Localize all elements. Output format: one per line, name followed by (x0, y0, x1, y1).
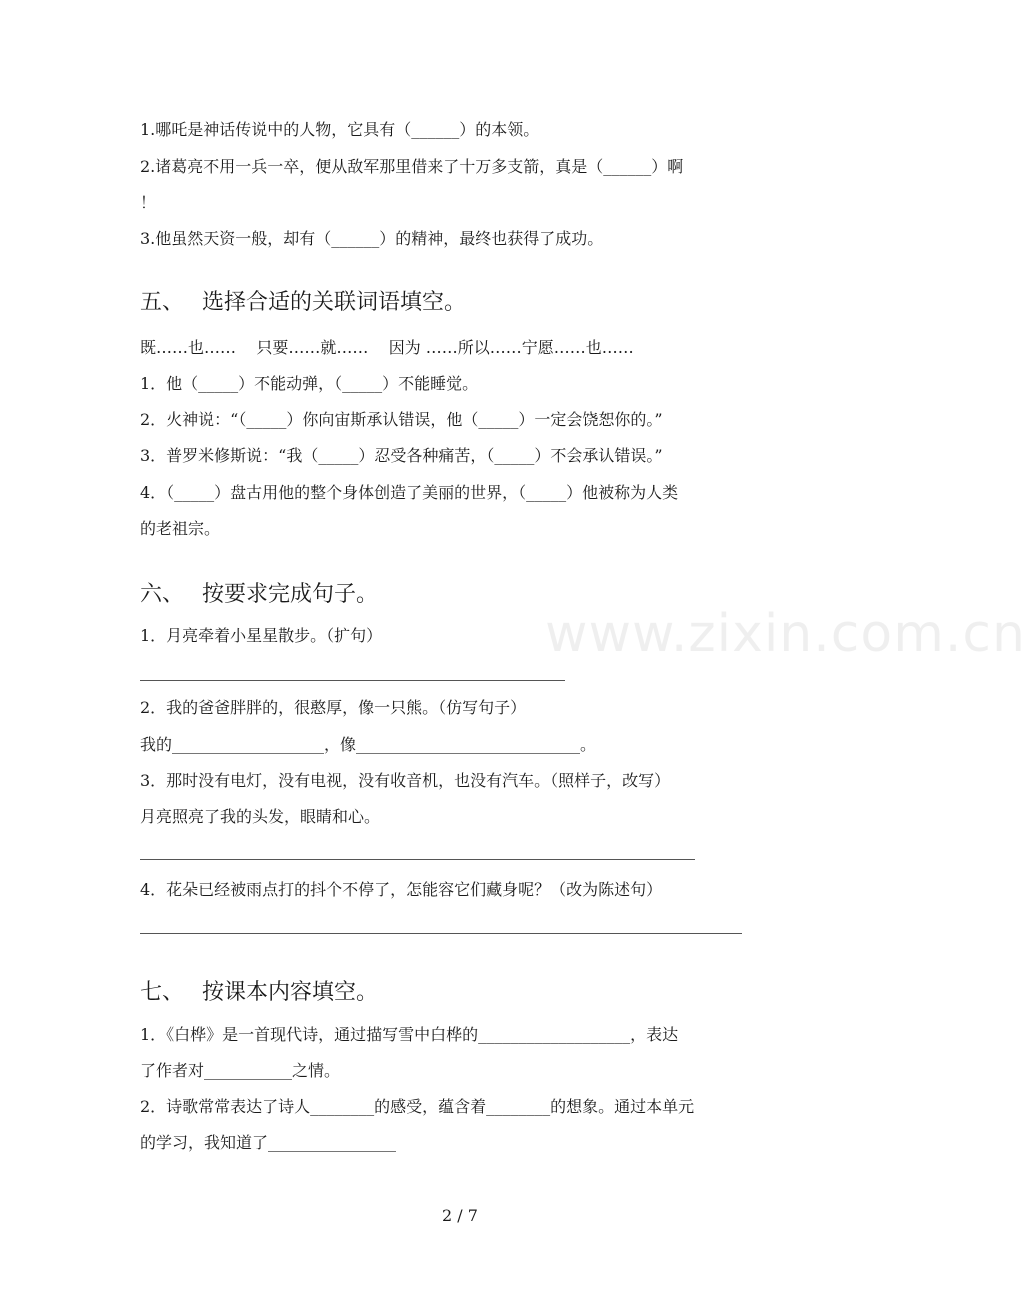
question-line: 3．那时没有电灯，没有电视，没有收音机，也没有汽车。（照样子，改写） (140, 771, 671, 790)
section-number: 七、 (140, 980, 185, 1005)
question-line: 2．我的爸爸胖胖的，很憨厚，像一只熊。（仿写句子） (140, 698, 527, 717)
question-line-continuation: 了作者对___________之情。 (140, 1061, 341, 1080)
section-title: 选择合适的关联词语填空。 (202, 290, 467, 315)
question-line: 2．诗歌常常表达了诗人________的感受，蕴含着________的想象。通过本单元 (140, 1097, 695, 1116)
section-heading-6 (140, 580, 378, 610)
section-title: 按课本内容填空。 (202, 980, 379, 1005)
section-title: 按要求完成句子。 (202, 582, 379, 607)
question-line: 1.哪吒是神话传说中的人物，它具有（______）的本领。 (140, 120, 540, 139)
watermark: www.zixin.com.cn (545, 604, 1026, 664)
question-line-continuation: 的学习，我知道了________________ (140, 1133, 397, 1152)
answer-line (140, 859, 695, 860)
fill-in-line: 我的___________________，像____________________________。 (140, 735, 597, 754)
question-line: 4．花朵已经被雨点打的抖个不停了，怎能容它们藏身呢？（改为陈述句） (140, 880, 663, 899)
question-line-continuation: 的老祖宗。 (140, 519, 221, 538)
question-line: 1．他（_____）不能动弹，（_____）不能睡觉。 (140, 374, 479, 393)
question-line: 3．普罗米修斯说：“我（_____）忍受各种痛苦，（_____）不会承认错误。” (140, 446, 663, 465)
question-line: 2．火神说：“（_____）你向宙斯承认错误，他（_____）一定会饶恕你的。” (140, 410, 663, 429)
example-sentence: 月亮照亮了我的头发，眼睛和心。 (140, 807, 381, 826)
question-line: 1．月亮牵着小星星散步。（扩句） (140, 626, 383, 645)
conjunction-options: 既……也…… 只要……就…… 因为 ……所以……宁愿……也…… (140, 338, 634, 357)
section-heading-7 (140, 978, 378, 1008)
section-heading-5 (140, 288, 466, 318)
question-line: 4．（_____）盘古用他的整个身体创造了美丽的世界，（_____）他被称为人类 (140, 483, 679, 502)
answer-line (140, 680, 565, 681)
question-line-continuation: ！ (140, 193, 157, 212)
answer-line (140, 933, 742, 934)
question-line: 1．《白桦》是一首现代诗，通过描写雪中白桦的___________________，表达 (140, 1025, 679, 1044)
question-line: 2.诸葛亮不用一兵一卒，便从敌军那里借来了十万多支箭，真是（______）啊 (140, 157, 684, 176)
section-number: 六、 (140, 582, 185, 607)
section-number: 五、 (140, 290, 185, 315)
page-number: 2 / 7 (442, 1206, 478, 1225)
question-line: 3.他虽然天资一般，却有（______）的精神，最终也获得了成功。 (140, 229, 604, 248)
